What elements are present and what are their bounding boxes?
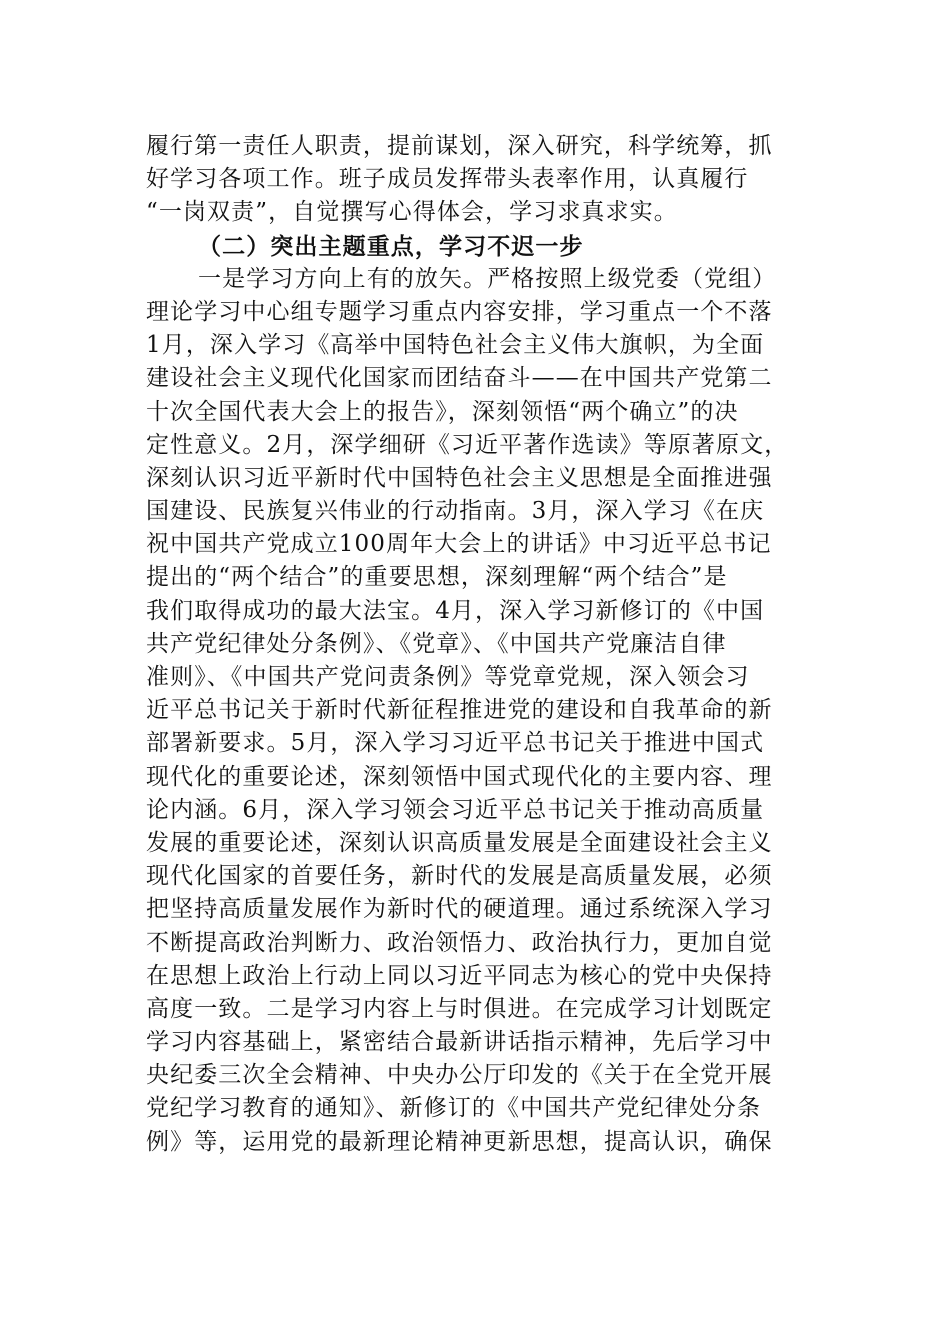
paragraph-line: 准则》、《中国共产党问责条例》等党章党规，深入领会习 <box>146 664 750 690</box>
paragraph-line: 好学习各项工作。班子成员发挥带头表率作用，认真履行 <box>146 166 749 193</box>
paragraph-line: 理论学习中心组专题学习重点内容安排，学习重点一个不落 <box>146 298 773 325</box>
paragraph-line: 深刻认识习近平新时代中国特色社会主义思想是全面推进强 <box>146 464 773 491</box>
section-heading: （二）突出主题重点，学习不迟一步 <box>198 232 584 260</box>
paragraph-line: 十次全国代表大会上的报告》，深刻领悟“两个确立”的决 <box>146 398 739 425</box>
paragraph-line: 现代化国家的首要任务，新时代的发展是高质量发展，必须 <box>146 863 773 890</box>
paragraph-line: 论内涵。6月，深入学习领会习近平总书记关于推动高质量 <box>146 796 765 823</box>
paragraph-line: 发展的重要论述，深刻认识高质量发展是全面建设社会主义 <box>146 829 773 856</box>
paragraph-line: 不断提高政治判断力、政治领悟力、政治执行力，更加自觉 <box>146 929 773 956</box>
paragraph-line: 例》等，运用党的最新理论精神更新思想，提高认识，确保 <box>146 1128 773 1155</box>
paragraph-line: 履行第一责任人职责，提前谋划，深入研究，科学统筹，抓 <box>146 133 773 159</box>
paragraph-line: 党纪学习教育的通知》、新修订的《中国共产党纪律处分条 <box>146 1095 762 1122</box>
paragraph-line: 建设社会主义现代化国家而团结奋斗——在中国共产党第二 <box>146 365 773 392</box>
paragraph-line: 祝中国共产党成立100周年大会上的讲话》中习近平总书记 <box>146 531 772 558</box>
paragraph-line: 高度一致。二是学习内容上与时俱进。在完成学习计划既定 <box>146 995 773 1022</box>
paragraph-line: 我们取得成功的最大法宝。4月，深入学习新修订的《中国 <box>146 597 765 624</box>
paragraph-line: 把坚持高质量发展作为新时代的硬道理。通过系统深入学习 <box>146 896 773 923</box>
paragraph-line: “一岗双责”，自觉撰写心得体会，学习求真求实。 <box>146 199 678 226</box>
paragraph-line: 央纪委三次全会精神、中央办公厅印发的《关于在全党开展 <box>146 1062 773 1089</box>
paragraph-line: 定性意义。2月，深学细研《习近平著作选读》等原著原文， <box>146 431 789 458</box>
paragraph-line: 在思想上政治上行动上同以习近平同志为核心的党中央保持 <box>146 962 773 989</box>
paragraph-line: 学习内容基础上，紧密结合最新讲话指示精神，先后学习中 <box>146 1029 773 1056</box>
paragraph-line: 国建设、民族复兴伟业的行动指南。3月，深入学习《在庆 <box>146 498 765 525</box>
paragraph-line: 共产党纪律处分条例》、《党章》、《中国共产党廉洁自律 <box>146 630 727 657</box>
paragraph-line: 一是学习方向上有的放矢。严格按照上级党委（党组） <box>198 265 777 292</box>
paragraph-line: 部署新要求。5月，深入学习习近平总书记关于推进中国式 <box>146 730 765 757</box>
paragraph-line: 提出的“两个结合”的重要思想，深刻理解“两个结合”是 <box>146 564 728 591</box>
body-text <box>146 130 806 1159</box>
paragraph-line: 1月，深入学习《高举中国特色社会主义伟大旗帜，为全面 <box>146 332 765 359</box>
paragraph-line: 现代化的重要论述，深刻领悟中国式现代化的主要内容、理 <box>146 763 773 790</box>
paragraph-line: 近平总书记关于新时代新征程推进党的建设和自我革命的新 <box>146 697 773 724</box>
